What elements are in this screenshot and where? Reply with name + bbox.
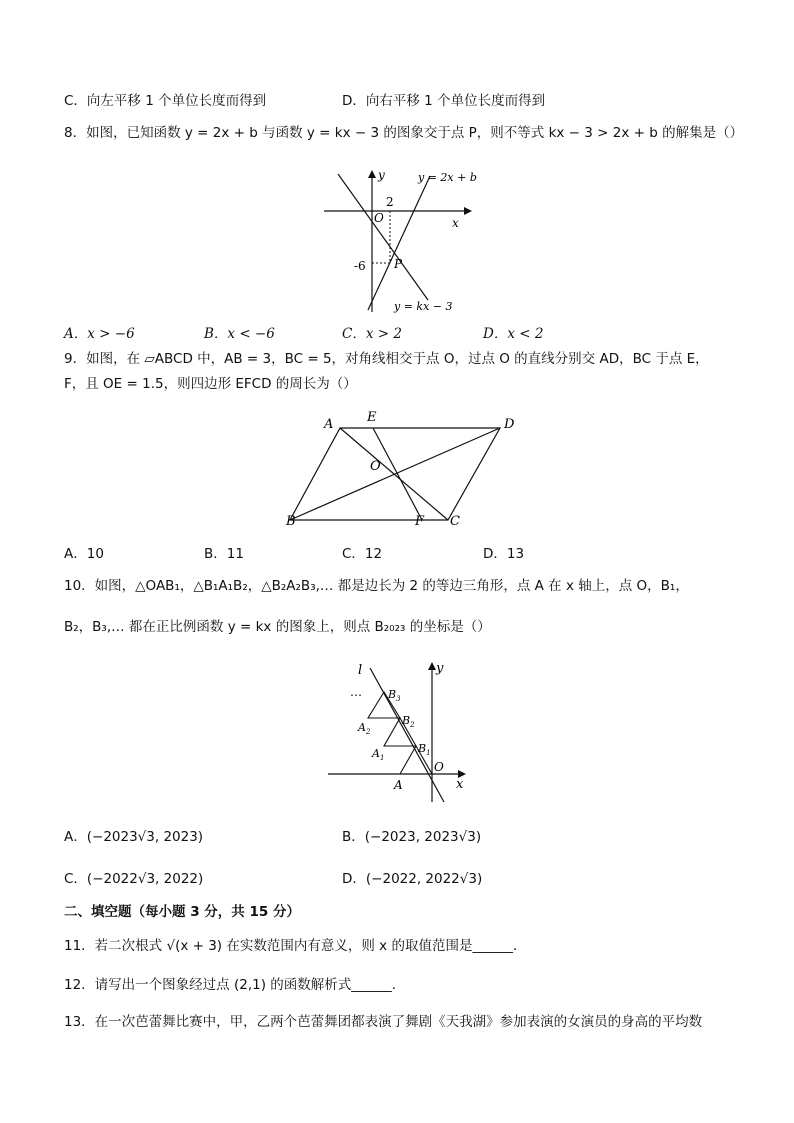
q8-option-a: A．x > −6 [64,326,135,342]
q8-option-b: B．x < −6 [204,326,275,342]
q10-x-label: x [456,777,464,792]
q8-point-p: P [394,257,403,271]
q9-stem-line2: F，且 OE = 1.5，则四边形 EFCD 的周长为（） [64,376,357,392]
q10-point-b1: $B_1$ [418,742,431,757]
q10-ellipsis: … [350,685,362,699]
q10-point-b2: $B_2$ [402,714,415,729]
q11-stem: 11．若二次根式 √(x + 3) 在实数范围内有意义，则 x 的取值范围是______． [64,938,527,954]
q9-figure [278,408,528,534]
q10-point-a1: $A_1$ [372,747,385,762]
q7-option-c: C．向左平移 1 个单位长度而得到 [64,93,267,109]
q9-label-f: F [415,514,425,529]
q10-point-b3: $B_3$ [388,688,401,703]
q9-label-e: E [367,410,377,425]
q8-option-d: D．x < 2 [483,326,544,342]
q8-line1-label: y = 2x + b [418,171,477,184]
q8-tick-2: 2 [386,195,394,209]
q13-stem: 13．在一次芭蕾舞比赛中，甲，乙两个芭蕾舞团都表演了舞剧《天我湖》参加表演的女演员的身高的平均数 [64,1014,703,1030]
q10-figure [322,656,472,806]
q10-option-c: C．(−2022√3, 2022) [64,871,204,887]
q10-origin-label: O [434,760,444,774]
q9-label-o: O [370,459,381,474]
q9-option-b: B．11 [204,546,244,562]
q9-label-a: A [324,417,334,432]
q8-line2-label: y = kx − 3 [394,300,453,313]
q8-figure [318,160,478,320]
q9-option-d: D．13 [483,546,525,562]
q9-label-c: C [450,514,460,529]
q10-option-d: D．(−2022, 2022√3) [342,871,483,887]
q8-option-c: C．x > 2 [342,326,402,342]
q8-origin-label: O [374,211,384,225]
q9-label-d: D [504,417,515,432]
q10-point-a2: $A_2$ [358,721,371,736]
q10-stem-line2: B₂，B₃,… 都在正比例函数 y = kx 的图象上，则点 B₂₀₂₃ 的坐标是（） [64,619,491,635]
q7-option-d: D．向右平移 1 个单位长度而得到 [342,93,546,109]
q10-option-b: B．(−2023, 2023√3) [342,829,482,845]
q10-y-label: y [436,661,444,676]
q8-x-label: x [452,216,459,230]
q10-point-a: A [394,778,403,792]
q10-line-l-label: l [358,663,363,678]
q8-y-label: y [378,168,385,182]
section-heading-fill-in: 二、填空题（每小题 3 分，共 15 分） [64,904,300,920]
q9-option-c: C．12 [342,546,383,562]
q9-label-b: B [286,514,296,529]
q10-option-a: A．(−2023√3, 2023) [64,829,204,845]
q9-stem-line1: 9．如图，在 ▱ABCD 中，AB = 3，BC = 5，对角线相交于点 O，过点 O 的直线分别交 AD，BC 于点 E， [64,351,709,367]
q12-stem: 12．请写出一个图象经过点 (2,1) 的函数解析式______． [64,977,406,993]
q8-tick-neg6: -6 [354,259,366,273]
q10-stem-line1: 10．如图，△OAB₁，△B₁A₁B₂，△B₂A₂B₃,… 都是边长为 2 的等边三角形，点 A 在 x 轴上，点 O，B₁， [64,578,689,594]
q8-stem: 8．如图，已知函数 y = 2x + b 与函数 y = kx − 3 的图象交于点 P，则不等式 kx − 3 > 2x + b 的解集是（） [64,125,744,141]
q9-option-a: A．10 [64,546,104,562]
